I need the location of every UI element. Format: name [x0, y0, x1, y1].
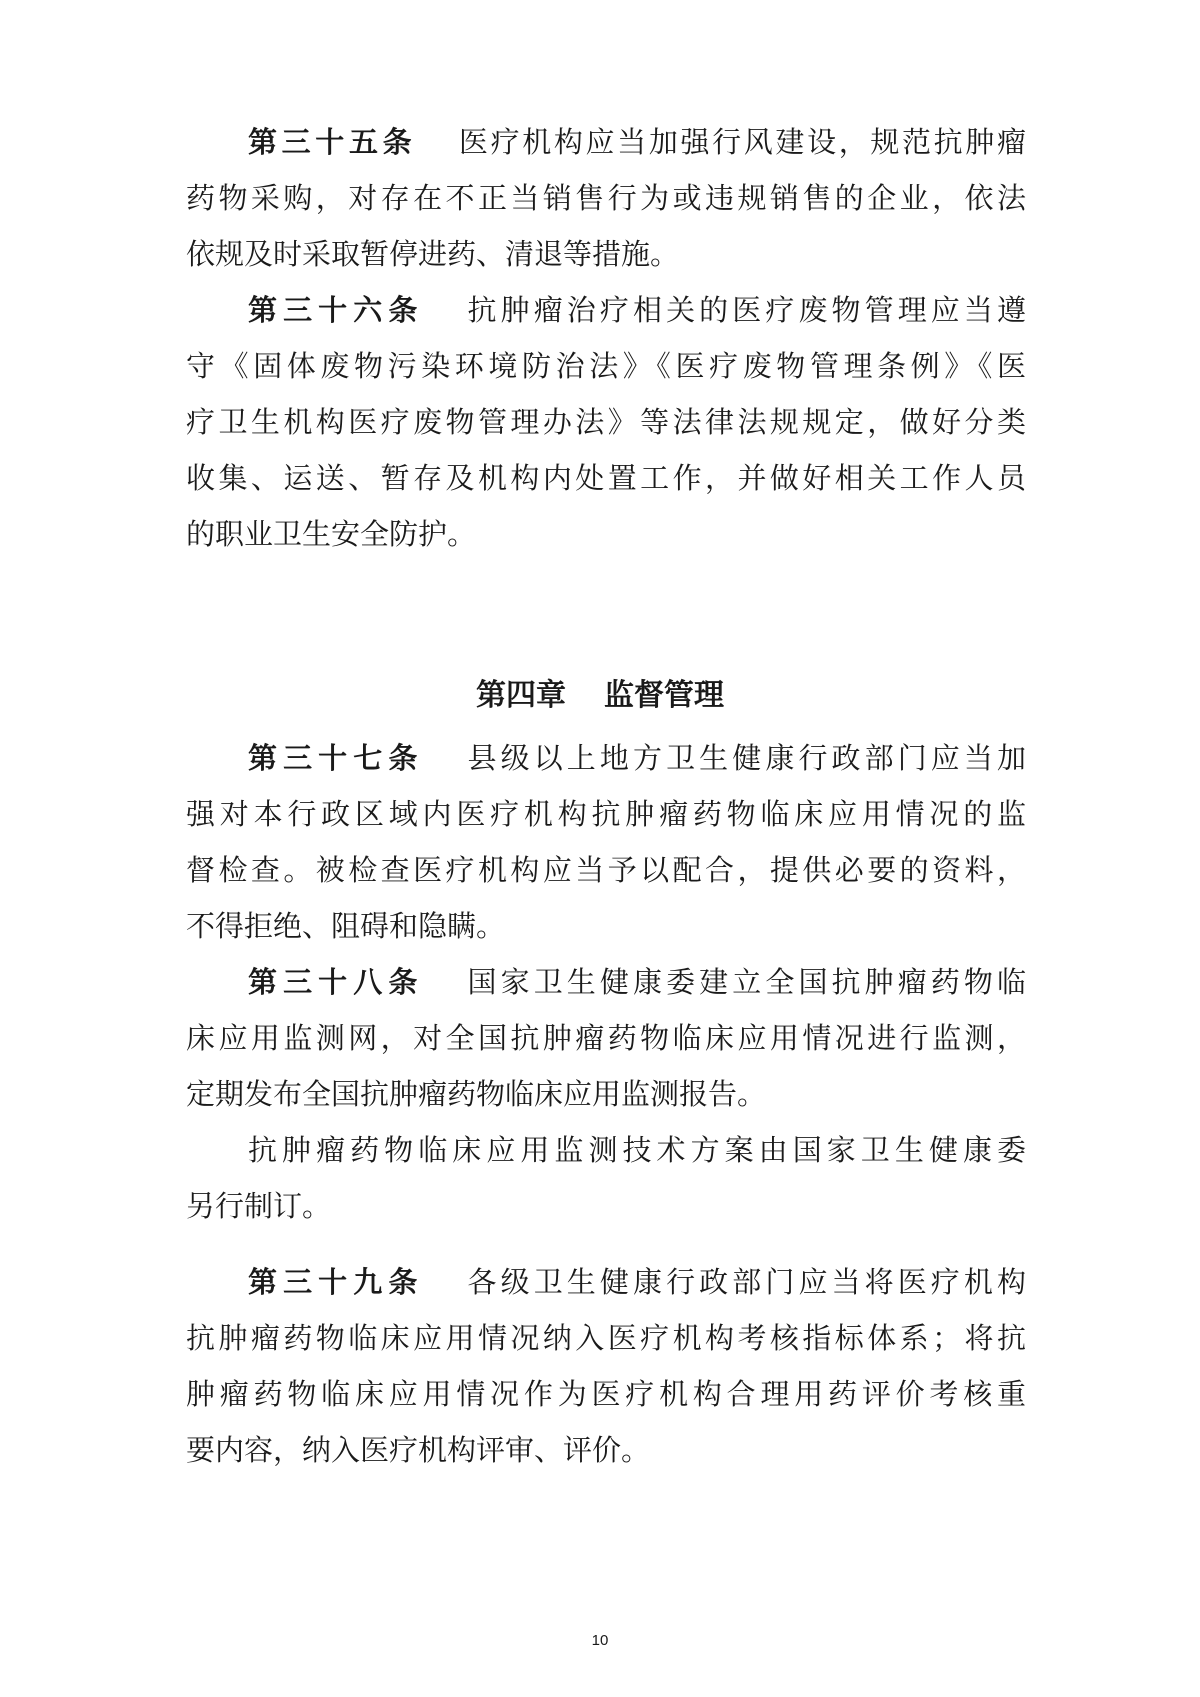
- article-line: [248, 292, 1026, 328]
- article-text: 各级卫生健康行政部门应当将医疗机构: [463, 1265, 1026, 1299]
- chapter-heading: [0, 678, 1200, 714]
- article-text: 县级以上地方卫生健康行政部门应当加: [463, 741, 1026, 775]
- article-line: 床应用监测网，对全国抗肿瘤药物临床应用情况进行监测，: [186, 1021, 1026, 1055]
- article-line: 疗卫生机构医疗废物管理办法》等法律法规规定，做好分类: [186, 405, 1026, 439]
- article-label: 第三十五条: [248, 125, 417, 159]
- article-line: [248, 124, 1026, 160]
- article-line: 守《固体废物污染环境防治法》《医疗废物管理条例》《医: [186, 349, 1026, 383]
- article-line: 肿瘤药物临床应用情况作为医疗机构合理用药评价考核重: [186, 1377, 1026, 1411]
- article-text: 医疗机构应当加强行风建设，规范抗肿瘤: [456, 125, 1026, 159]
- article-line: 定期发布全国抗肿瘤药物临床应用监测报告。: [186, 1077, 767, 1111]
- article-text: 抗肿瘤治疗相关的医疗废物管理应当遵: [463, 293, 1026, 327]
- article-label: 第三十八条: [248, 965, 424, 999]
- article-label: 第三十七条: [248, 741, 424, 775]
- article-text: 国家卫生健康委建立全国抗肿瘤药物临: [463, 965, 1026, 999]
- article-line: 要内容，纳入医疗机构评审、评价。: [186, 1433, 651, 1467]
- chapter-title: 监督管理: [604, 678, 724, 713]
- article-line: [248, 964, 1026, 1000]
- paragraph-line: 另行制订。: [186, 1189, 332, 1223]
- article-line: 药物采购，对存在不正当销售行为或违规销售的企业，依法: [186, 181, 1026, 215]
- article-line: 收集、运送、暂存及机构内处置工作，并做好相关工作人员: [186, 461, 1026, 495]
- article-line: 抗肿瘤药物临床应用情况纳入医疗机构考核指标体系；将抗: [186, 1321, 1026, 1355]
- paragraph-line: 抗肿瘤药物临床应用监测技术方案由国家卫生健康委: [248, 1133, 1026, 1167]
- article-line: 依规及时采取暂停进药、清退等措施。: [186, 237, 680, 271]
- article-line: 的职业卫生安全防护。: [186, 517, 477, 551]
- article-line: 强对本行政区域内医疗机构抗肿瘤药物临床应用情况的监: [186, 797, 1026, 831]
- article-label: 第三十九条: [248, 1265, 424, 1299]
- article-line: [248, 740, 1026, 776]
- article-line: [248, 1264, 1026, 1300]
- chapter-number: 第四章: [476, 678, 566, 713]
- article-label: 第三十六条: [248, 293, 424, 327]
- article-line: 不得拒绝、阻碍和隐瞒。: [186, 909, 506, 943]
- page-number: 10: [591, 1632, 609, 1649]
- article-line: 督检查。被检查医疗机构应当予以配合，提供必要的资料，: [186, 853, 1026, 887]
